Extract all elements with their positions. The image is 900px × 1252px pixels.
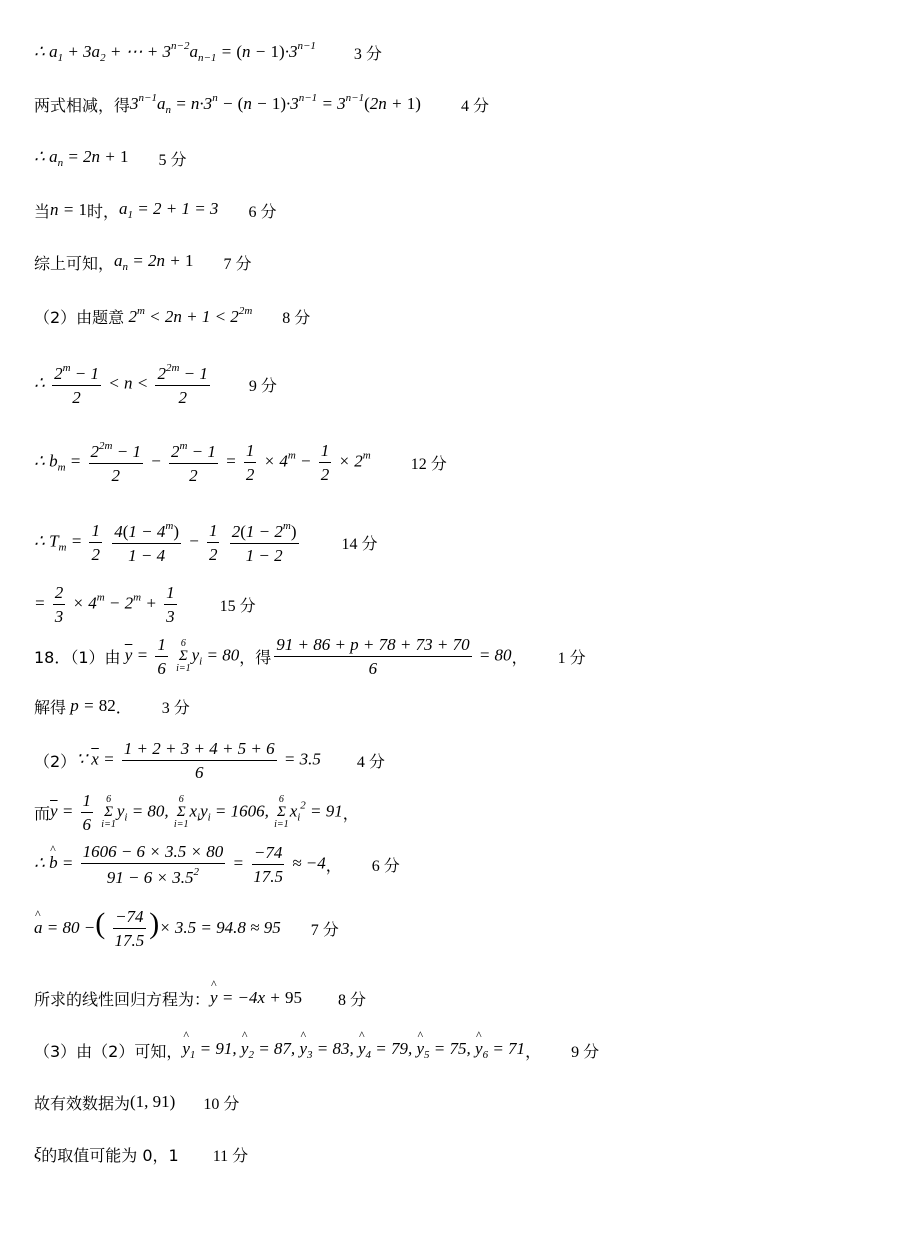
xi-symbol: ξ <box>34 1144 42 1163</box>
line-20 <box>34 1132 248 1176</box>
score-label: 10 分 <box>203 1095 240 1113</box>
equation-11a: $\overline{y}$ = $\frac{1}{6}$ 6 Σ i=1 $y_i = 80$ <box>124 634 240 678</box>
equation-3: ∴ $a_n = 2n + 1$ <box>34 147 129 169</box>
equation-6: $2^m < 2n + 1 < 2^{2m}$ <box>124 305 253 326</box>
equation-4b: $a_1 = 2 + 1 = 3$ <box>119 199 219 221</box>
score-label: 6 分 <box>371 857 400 875</box>
line-17 <box>34 976 366 1020</box>
text-prefix: 综上可知， <box>34 253 115 273</box>
text-prefix: 当 <box>34 201 51 221</box>
text-prefix: 故有效数据为 <box>34 1093 131 1113</box>
equation-13: ∵ $\overline{x}$ = $\frac{1 + 2 + 3 + 4 + 5 + 6}{6}$ = 3.5 <box>76 738 321 782</box>
score-label: 6 分 <box>248 203 277 221</box>
line-15 <box>34 842 400 886</box>
equation-5: $a_n = 2n + 1$ <box>114 251 194 273</box>
line-18 <box>34 1028 599 1072</box>
equation-10: = $\frac{2}{3}$ × $4^m - 2^m$ + $\frac{1}{3}$ <box>34 582 175 626</box>
line-13 <box>34 738 385 782</box>
equation-15: ∴ ^ b = $\frac{1606 - 6 \times 3.5 \times 80}{91 - 6 \times 3.5^2}$ = $\frac{-74}{17.5}$ ≈ −4 <box>34 843 326 886</box>
line-16 <box>34 906 339 950</box>
score-label: 8 分 <box>338 991 367 1009</box>
text-prefix: 18．（1）由 <box>34 647 121 667</box>
line-3 <box>34 136 187 180</box>
score-label: 9 分 <box>571 1043 600 1061</box>
equation-19: (1, 91) <box>130 1092 176 1111</box>
text-tail: ． <box>115 697 132 717</box>
line-2 <box>34 82 489 126</box>
equation-7: ∴ $\frac{2^m - 1}{2}$ < n < $\frac{2^{2m} - 1}{2}$ <box>34 361 208 407</box>
equation-12: p = 82 <box>66 696 116 715</box>
text-tail: ， <box>325 855 342 875</box>
equation-18: ^ $y_1 = 91$, ^ $y_2 = 87$, ^ $y_3 = 83$, ^ $y_4 = 79$, ^ $y_5 = 75$, ^ $y_6 = 71$ <box>182 1039 525 1061</box>
score-label: 4 分 <box>356 753 385 771</box>
text-tail: ， <box>511 647 528 667</box>
line-5 <box>34 240 251 284</box>
text-prefix: 而 <box>34 803 51 823</box>
equation-11b: $\frac{91 + 86 + p + 78 + 73 + 70}{6}$ = 80 <box>276 634 512 678</box>
score-label: 4 分 <box>460 97 489 115</box>
line-14 <box>34 790 359 834</box>
text-tail: ， <box>342 803 359 823</box>
line-19 <box>34 1080 239 1124</box>
text-prefix: 解得 <box>34 697 67 717</box>
score-label: 1 分 <box>557 649 586 667</box>
text-prefix: （2）由题意 <box>34 307 125 327</box>
line-8 <box>34 440 447 484</box>
score-label: 11 分 <box>212 1147 249 1165</box>
line-4 <box>34 188 276 232</box>
text-prefix: （3）由（2）可知， <box>34 1041 183 1061</box>
equation-2: $3^{n-1}a_n = n\cdot 3^n - (n - 1)\cdot 3^{n-1} = 3^{n-1}(2n + 1)$ <box>130 92 421 116</box>
score-label: 8 分 <box>282 309 311 327</box>
text-tail: ， <box>525 1041 542 1061</box>
score-label: 3 分 <box>161 699 190 717</box>
score-label: 3 分 <box>353 45 382 63</box>
text-prefix: （2） <box>34 751 77 771</box>
equation-9: ∴ $T_m$ = $\frac{1}{2}$ $\frac{4(1 - 4^m)}{1 - 4}$ − $\frac{1}{2}$ $\frac{2(1 - 2^m)}{1 - 2}$ <box>34 519 297 565</box>
text-prefix: 的取值可能为 0，1 <box>41 1145 179 1165</box>
equation-4a: n = 1 <box>50 200 87 219</box>
equation-14: $\overline{y}$ = $\frac{1}{6}$ 6 Σ i=1 $y_i = 80$, 6 Σ i=1 $x_iy_i = 1606$, 6 Σ i=1 $x_i^2 = 91$ <box>50 790 343 834</box>
score-label: 14 分 <box>341 535 378 553</box>
line-7 <box>34 362 277 406</box>
line-9 <box>34 520 378 564</box>
text-mid: ，得 <box>239 647 272 667</box>
score-label: 5 分 <box>158 151 187 169</box>
line-12 <box>34 684 190 728</box>
text-mid: 时， <box>87 201 120 221</box>
equation-1: ∴ $a_1 + 3a_2$ + ⋯ + $3^{n-2}a_{n-1} = (n - 1)\cdot 3^{n-1}$ <box>34 40 316 64</box>
line-6 <box>34 294 310 338</box>
score-label: 7 分 <box>310 921 339 939</box>
equation-8: ∴ $b_m$ = $\frac{2^{2m} - 1}{2}$ − $\frac{2^m - 1}{2}$ = $\frac{1}{2}$ × $4^m$ − $\frac{1}{2}$ × $2^m$ <box>34 439 371 485</box>
equation-16: ^ a = 80 −( $\frac{-74}{17.5}$ )× 3.5 = 94.8 ≈ 95 <box>34 907 281 950</box>
text-prefix: 两式相减，得 <box>34 95 131 115</box>
score-label: 15 分 <box>219 597 256 615</box>
score-label: 7 分 <box>223 255 252 273</box>
score-label: 12 分 <box>410 455 447 473</box>
line-10 <box>34 582 256 626</box>
line-1 <box>34 30 382 74</box>
score-label: 9 分 <box>248 377 277 395</box>
equation-17: ^ y = −4x + 95 <box>210 988 302 1008</box>
line-11 <box>34 634 586 678</box>
text-prefix: 所求的线性回归方程为： <box>34 989 211 1009</box>
